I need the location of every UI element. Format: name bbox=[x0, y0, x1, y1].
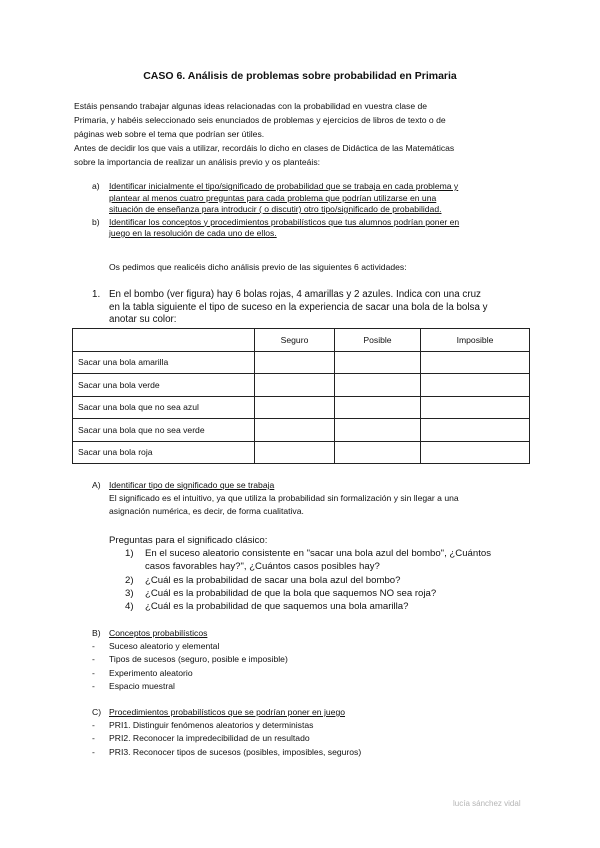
table-cell-imposible[interactable] bbox=[421, 441, 530, 464]
question-1 bbox=[92, 289, 532, 327]
table-cell-seguro[interactable] bbox=[255, 396, 335, 419]
section-line: asignación numérica, es decir, de forma cualitativa. bbox=[109, 506, 304, 516]
table-row bbox=[73, 441, 530, 464]
intro-line: Antes de decidir los que vais a utilizar, recordáis lo dicho en clases de Didáctica de las Matemáticas bbox=[74, 143, 455, 153]
task-item bbox=[92, 217, 532, 240]
bullet-dash: - bbox=[92, 746, 95, 757]
table-cell-imposible[interactable] bbox=[421, 396, 530, 419]
table-row bbox=[73, 419, 530, 442]
table-cell-imposible[interactable] bbox=[421, 351, 530, 374]
intro-line: Estáis pensando trabajar algunas ideas relacionadas con la probabilidad en vuestra clase de bbox=[74, 101, 428, 111]
list-item-text: PRI2. Reconocer la impredecibilidad de un resultado bbox=[109, 733, 310, 744]
intro-paragraph bbox=[74, 99, 524, 169]
footer-author: lucía sánchez vidal bbox=[453, 799, 521, 808]
table-header-cell: Imposible bbox=[421, 329, 530, 352]
list-item bbox=[92, 719, 515, 732]
section-marker: B) bbox=[92, 628, 101, 638]
table-row bbox=[73, 351, 530, 374]
table-cell-imposible[interactable] bbox=[421, 419, 530, 442]
list-number: 2) bbox=[125, 574, 134, 586]
table-cell-imposible[interactable] bbox=[421, 374, 530, 397]
list-item bbox=[92, 680, 515, 693]
section-line: El significado es el intuitivo, ya que utiliza la probabilidad sin formalización y sin llegar a una bbox=[109, 493, 459, 503]
list-item bbox=[125, 600, 539, 613]
list-item-text: PRI3. Reconocer tipos de sucesos (posibles, imposibles, seguros) bbox=[109, 746, 362, 757]
list-line: casos favorables hay?", ¿Cuántos casos posibles hay? bbox=[145, 561, 380, 573]
question-line: En el bombo (ver figura) hay 6 bolas rojas, 4 amarillas y 2 azules. Indica con una cruz bbox=[109, 289, 481, 300]
table-cell-posible[interactable] bbox=[335, 351, 421, 374]
table-cell-seguro[interactable] bbox=[255, 441, 335, 464]
table-cell-posible[interactable] bbox=[335, 374, 421, 397]
list-line: ¿Cuál es la probabilidad de sacar una bola azul del bombo? bbox=[145, 574, 401, 586]
activities-lead: Os pedimos que realicéis dicho análisis previo de las siguientes 6 actividades: bbox=[109, 262, 407, 272]
question-number: 1. bbox=[92, 289, 101, 300]
classic-questions bbox=[109, 534, 539, 613]
list-line: ¿Cuál es la probabilidad de que saquemos una bola amarilla? bbox=[145, 601, 409, 613]
questions-lead: Preguntas para el significado clásico: bbox=[109, 535, 268, 546]
table-header-row bbox=[73, 329, 530, 352]
list-item bbox=[125, 547, 539, 573]
table-row-label: Sacar una bola amarilla bbox=[73, 351, 255, 374]
table-header-cell bbox=[73, 329, 255, 352]
page-title: CASO 6. Análisis de problemas sobre probabilidad en Primaria bbox=[143, 70, 457, 82]
list-item-text: Suceso aleatorio y elemental bbox=[109, 641, 220, 652]
table-row-label: Sacar una bola que no sea verde bbox=[73, 419, 255, 442]
task-marker: b) bbox=[92, 216, 100, 227]
bullet-dash: - bbox=[92, 720, 95, 731]
table-row-label: Sacar una bola que no sea azul bbox=[73, 396, 255, 419]
task-item bbox=[92, 181, 532, 216]
intro-line: sobre la importancia de realizar un análisis previo y os planteáis: bbox=[74, 157, 321, 167]
table-cell-seguro[interactable] bbox=[255, 419, 335, 442]
task-line: Identificar los conceptos y procedimientos probabilísticos que tus alumnos podrían poner en bbox=[109, 216, 460, 227]
table-cell-posible[interactable] bbox=[335, 396, 421, 419]
list-item bbox=[125, 574, 539, 587]
task-line: situación de enseñanza para introducir ( o discutir) otro tipo/significado de probabilidad. bbox=[109, 204, 442, 214]
question-line: en la tabla siguiente el tipo de suceso en la experiencia de sacar una bola de la bolsa y bbox=[109, 301, 488, 313]
task-list bbox=[92, 181, 532, 241]
table-row-label: Sacar una bola verde bbox=[73, 374, 255, 397]
list-item-text: Experimento aleatorio bbox=[109, 667, 193, 678]
section-a bbox=[92, 479, 532, 518]
table-cell-seguro[interactable] bbox=[255, 374, 335, 397]
table-header-cell: Posible bbox=[335, 329, 421, 352]
section-heading: Identificar tipo de significado que se trabaja bbox=[109, 480, 275, 490]
section-marker: A) bbox=[92, 480, 101, 490]
table-cell-seguro[interactable] bbox=[255, 351, 335, 374]
table-row bbox=[73, 396, 530, 419]
bullet-dash: - bbox=[92, 733, 95, 744]
list-item bbox=[92, 732, 515, 745]
list-line: En el suceso aleatorio consistente en "sacar una bola azul del bombo", ¿Cuántos bbox=[145, 548, 491, 560]
table-cell-posible[interactable] bbox=[335, 419, 421, 442]
intro-line: Primaria, y habéis seleccionado seis enunciados de problemas y ejercicios de libros de texto o de bbox=[74, 115, 446, 125]
section-marker: C) bbox=[92, 707, 102, 717]
bullet-dash: - bbox=[92, 667, 95, 678]
list-item bbox=[92, 746, 515, 759]
list-item bbox=[125, 587, 539, 600]
section-b bbox=[92, 627, 532, 693]
list-item bbox=[92, 640, 515, 653]
section-heading: Procedimientos probabilísticos que se podrían poner en juego bbox=[109, 707, 346, 717]
event-type-table bbox=[72, 328, 530, 464]
section-c bbox=[92, 706, 532, 759]
list-number: 1) bbox=[125, 548, 134, 560]
list-item-text: PRI1. Distinguir fenómenos aleatorios y deterministas bbox=[109, 720, 314, 731]
list-item bbox=[92, 653, 515, 666]
task-marker: a) bbox=[92, 181, 100, 191]
table-row bbox=[73, 374, 530, 397]
table-row-label: Sacar una bola roja bbox=[73, 441, 255, 464]
table-cell-posible[interactable] bbox=[335, 441, 421, 464]
list-item bbox=[92, 667, 515, 680]
list-item-text: Tipos de sucesos (seguro, posible e imposible) bbox=[109, 654, 288, 665]
bullet-dash: - bbox=[92, 680, 95, 691]
list-line: ¿Cuál es la probabilidad de que la bola que saquemos NO sea roja? bbox=[145, 587, 437, 599]
list-item-text: Espacio muestral bbox=[109, 680, 175, 691]
list-number: 3) bbox=[125, 587, 134, 599]
bullet-dash: - bbox=[92, 654, 95, 665]
question-line: anotar su color: bbox=[109, 314, 177, 325]
table-header-cell: Seguro bbox=[255, 329, 335, 352]
task-line: Identificar inicialmente el tipo/significado de probabilidad que se trabaja en cada problema y bbox=[109, 181, 459, 191]
bullet-dash: - bbox=[92, 641, 95, 652]
section-heading: Conceptos probabilísticos bbox=[109, 628, 208, 638]
intro-line: páginas web sobre el tema que podrían ser útiles. bbox=[74, 129, 265, 139]
task-line: plantear al menos cuatro preguntas para cada problema que podrían utilizarse en una bbox=[109, 192, 437, 203]
task-line: juego en la resolución de cada uno de ellos. bbox=[109, 228, 277, 238]
list-number: 4) bbox=[125, 601, 134, 613]
